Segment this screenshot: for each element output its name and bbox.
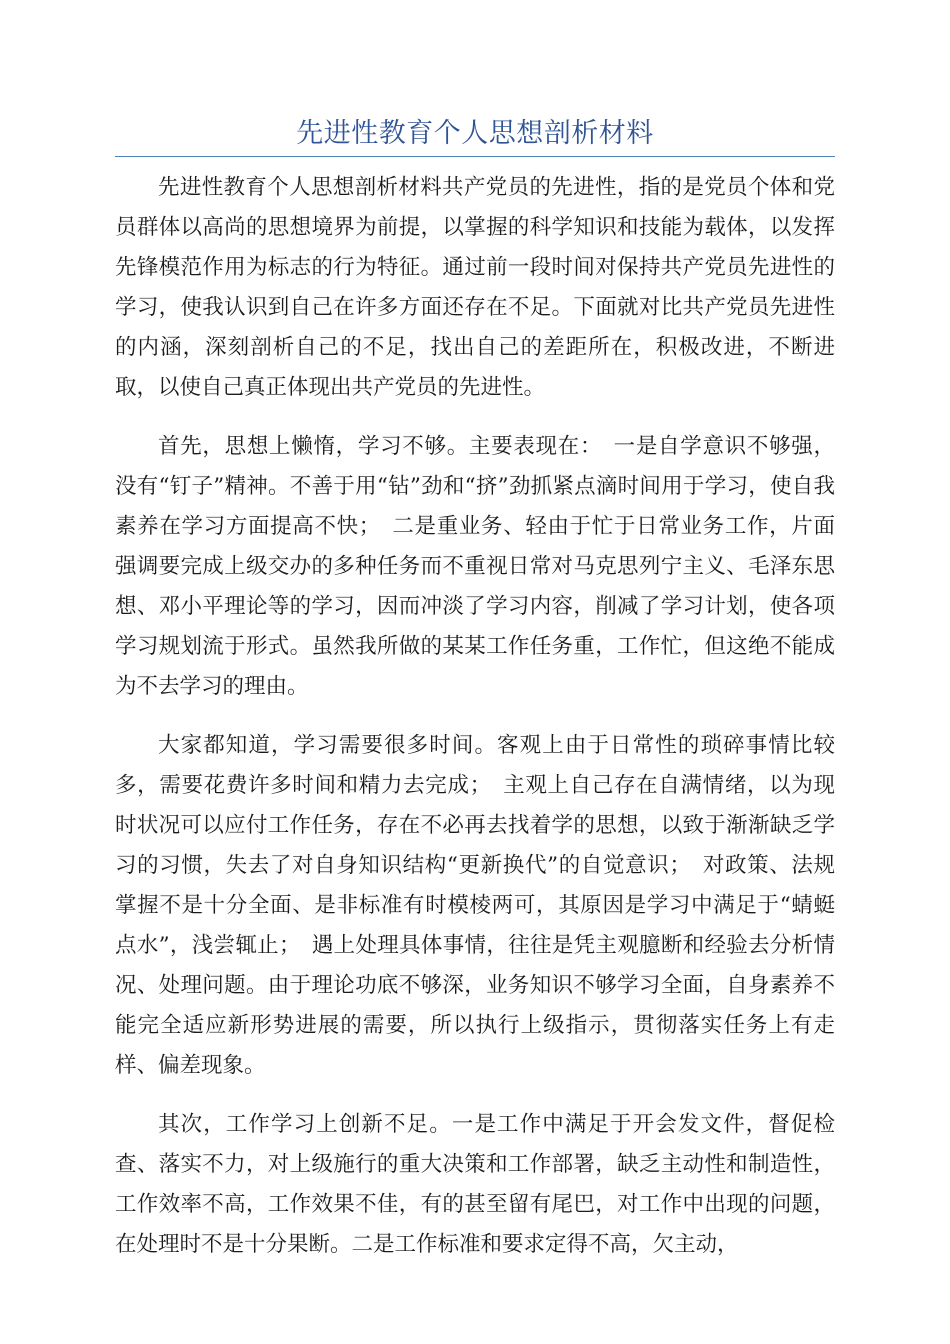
paragraph-4: 其次，工作学习上创新不足。一是工作中满足于开会发文件，督促检查、落实不力，对上级施行的重大决策和工作部署，缺乏主动性和制造性，工作效率不高，工作效果不佳，有的甚至留有尾巴，对工作中出现的问题，在处理时不是十分果断。二是工作标准和要求定得不高，欠主动，	[115, 1112, 835, 1257]
title-underline	[115, 112, 835, 157]
paragraph-1: 先进性教育个人思想剖析材料共产党员的先进性，指的是党员个体和党员群体以高尚的思想境界为前提，以掌握的科学知识和技能为载体，以发挥先锋模范作用为标志的行为特征。通过前一段时间对保持共产党员先进性的学习，使我认识到自己在许多方面还存在不足。下面就对比共产党员先进性的内涵，深刻剖析自己的不足，找出自己的差距所在，积极改进，不断进取，以使自己真正体现出共产党员的先进性。	[115, 175, 835, 400]
paragraph-2: 首先，思想上懒惰，学习不够。主要表现在： 一是自学意识不够强，没有“钉子”精神。不善于用“钻”劲和“挤”劲抓紧点滴时间用于学习，使自我素养在学习方面提高不快； 二是重业务、轻由于忙于日常业务工作，片面强调要完成上级交办的多种任务而不重视日常对马克思列宁主义、毛泽东思想、邓小平理论等的学习，因而冲淡了学习内容，削减了学习计划，使各项学习规划流于形式。虽然我所做的某某工作任务重，工作忙，但这绝不能成为不去学习的理由。	[115, 434, 835, 699]
paragraph-3: 大家都知道，学习需要很多时间。客观上由于日常性的琐碎事情比较多，需要花费许多时间和精力去完成； 主观上自己存在自满情绪，以为现时状况可以应付工作任务，存在不必再去找着学的思想，以致于渐渐缺乏学习的习惯，失去了对自身知识结构“更新换代”的自觉意识； 对政策、法规掌握不是十分全面、是非标准有时模棱两可，其原因是学习中满足于“蜻蜓点水”，浅尝辄止； 遇上处理具体事情，往往是凭主观臆断和经验去分析情况、处理问题。由于理论功底不够深，业务知识不够学习全面，自身素养不能完全适应新形势进展的需要，所以执行上级指示，贯彻落实任务上有走样、偏差现象。	[115, 733, 835, 1078]
document-body	[115, 168, 835, 1284]
document-title: 先进性教育个人思想剖析材料	[296, 118, 654, 149]
